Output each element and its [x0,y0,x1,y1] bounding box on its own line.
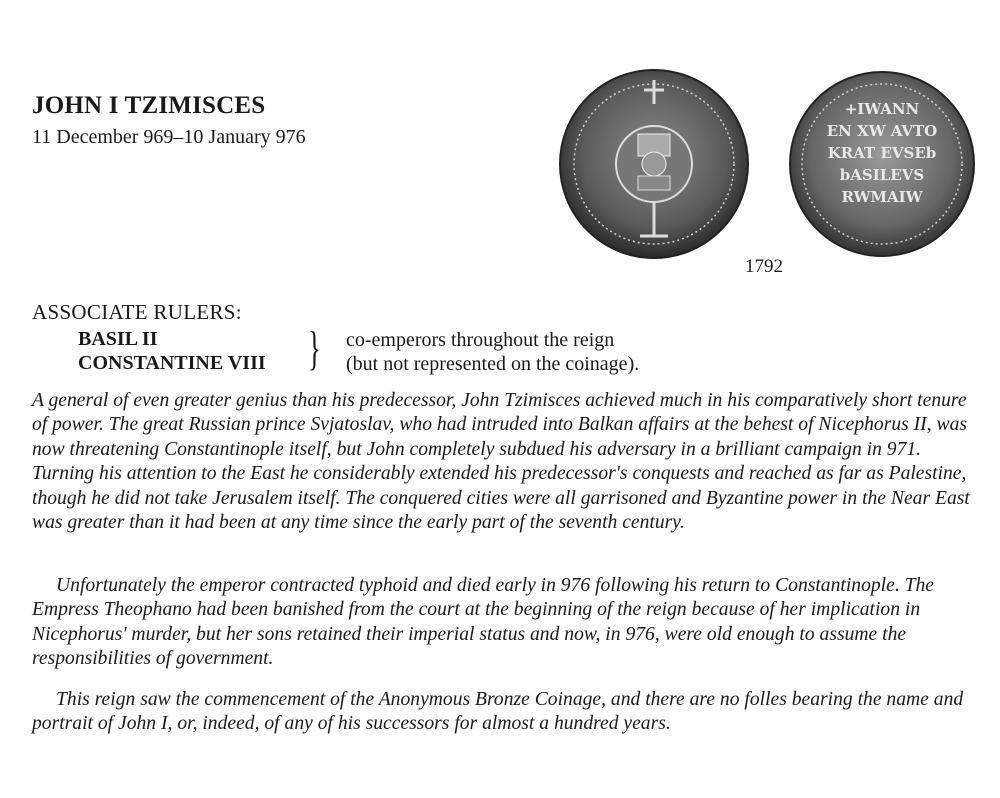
svg-text:EN XW AVTO: EN XW AVTO [826,122,938,140]
svg-text:bASILEVS: bASILEVS [839,166,925,184]
coinage-note: (but not represented on the coinage). [346,353,640,375]
coin-reverse [790,72,974,256]
svg-text:+IWANN: +IWANN [844,100,920,118]
coin-images [558,64,978,264]
paragraph-2: Unfortunately the emperor contracted typhoid and died early in 976 following his return to Constantinople. The Empress Theophano had been banished from the court at the beginning of the reign because of her implication in Nicephorus' murder, but her sons retained their imperial status and now, in 976, were old enough to assume the responsibilities of government. [32,575,935,670]
ruler-constantine-viii: CONSTANTINE VIII [78,352,266,374]
associate-rulers-heading: ASSOCIATE RULERS: [32,300,242,324]
brace: } [308,322,321,375]
paragraph-1: A general of even greater genius than his predecessor, John Tzimisces achieved much in his comparatively short tenure of power. The great Russian prince Svjatoslav, who had intruded into Balkan affairs at the behest of Nicephorus II, was now threatening Constantinople itself, but John completely subdued his adversary in a brilliant campaign in 971. Turning his attention to the East he considerably extended his predecessor's conquests and reached as far as Palestine, though he did not take Jerusalem itself. The conquered cities were all garrisoned and Byzantine power in the Near East was greater than it had been at any time since the early part of the seventh century. [32,390,970,534]
catalogue-number: 1792 [745,256,783,277]
svg-text:KRAT EVSEb: KRAT EVSEb [827,144,937,162]
ruler-basil-ii: BASIL II [78,328,158,350]
paragraph-3: This reign saw the commencement of the Anonymous Bronze Coinage, and there are no folles bearing the name and portrait of John I, or, indeed, of any of his successors for almost a hundred years. [32,689,964,735]
coin-obverse [560,70,748,258]
co-emperor-note: co-emperors throughout the reign [346,329,615,351]
svg-text:RWMAIW: RWMAIW [841,188,923,206]
page-title: JOHN I TZIMISCES [32,92,266,119]
reign-dates: 11 December 969–10 January 976 [32,126,306,148]
